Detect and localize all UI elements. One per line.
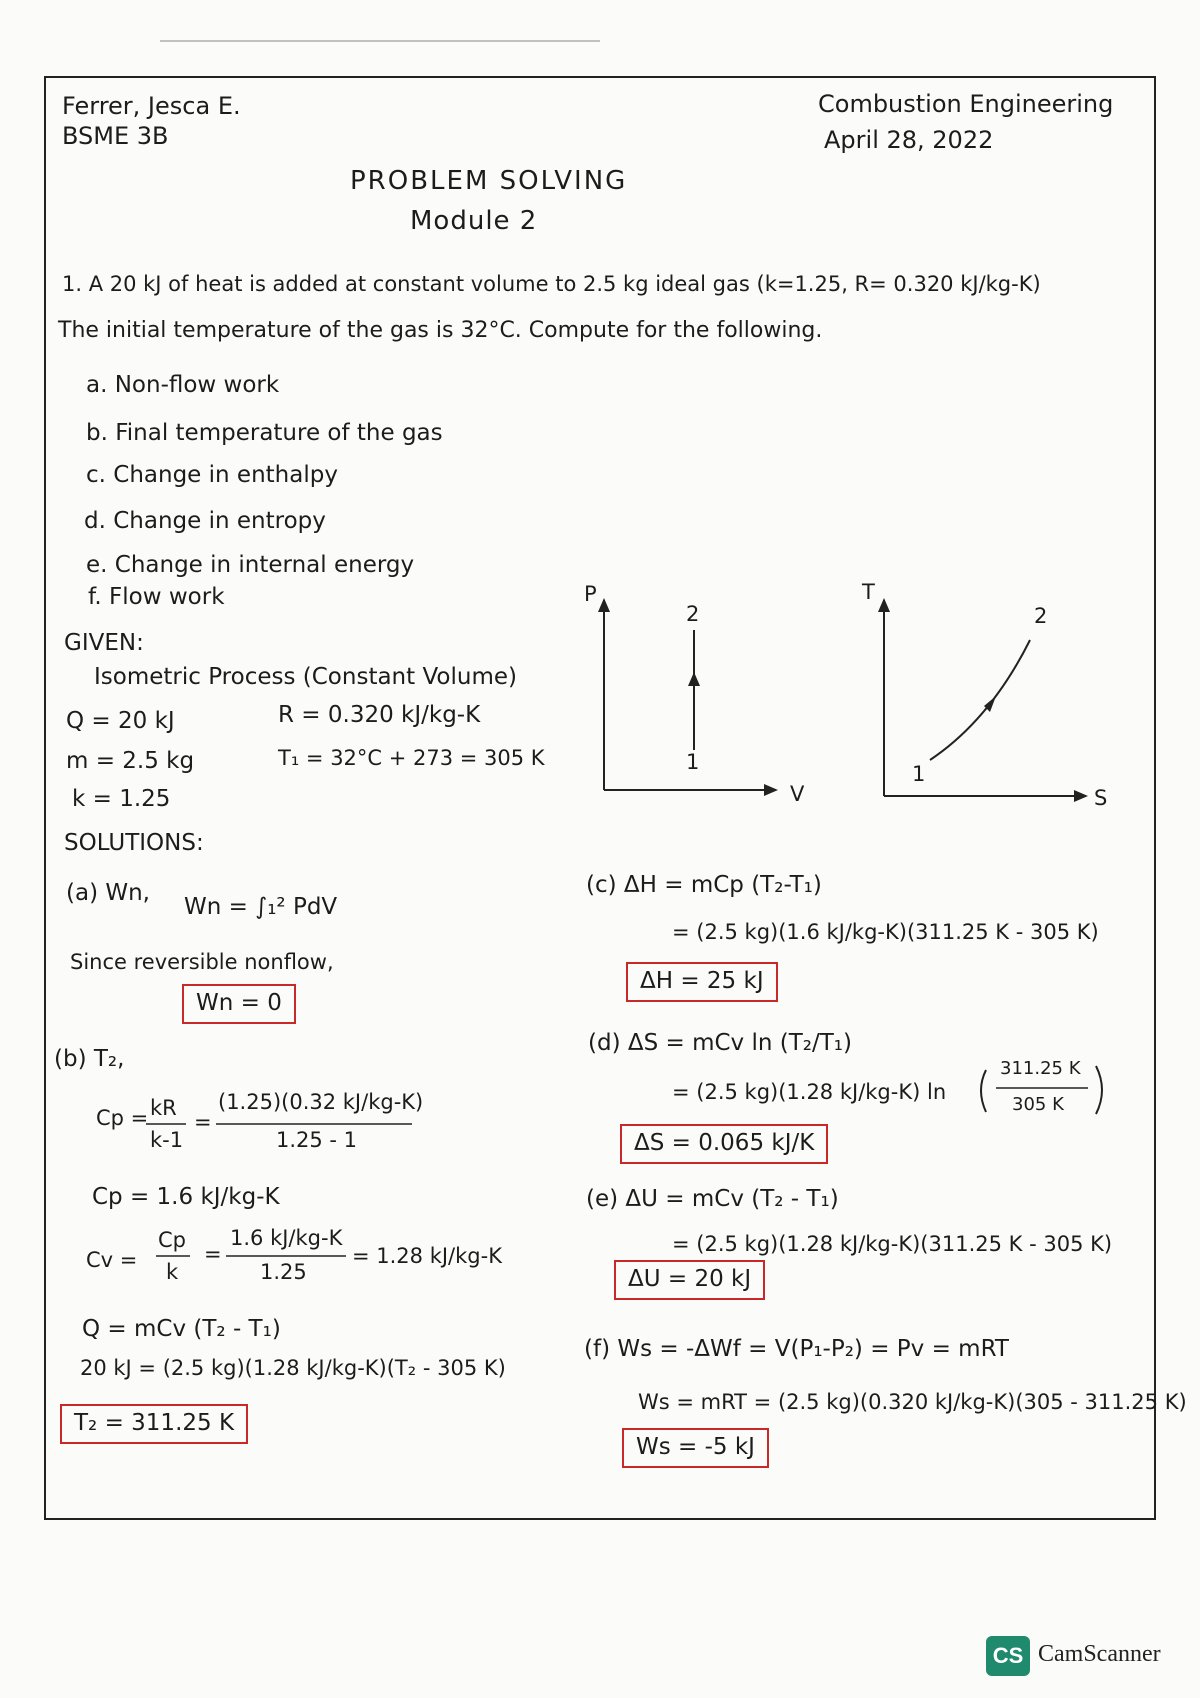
q-formula: Q = mCv (T₂ - T₁)	[82, 1316, 281, 1342]
problem-line-1: 1. A 20 kJ of heat is added at constant volume to 2.5 kg ideal gas (k=1.25, R= 0.320 kJ/kg-K)	[62, 272, 1041, 296]
cv-eq-sign: =	[204, 1242, 222, 1266]
solution-a-note: Since reversible nonflow,	[70, 950, 334, 974]
cp-eq-sign: =	[194, 1110, 212, 1134]
answer-c: ΔH = 25 kJ	[626, 962, 778, 1002]
solution-c-substitution: = (2.5 kg)(1.6 kJ/kg-K)(311.25 K - 305 K)	[672, 920, 1099, 944]
solution-c-formula: (c) ΔH = mCp (T₂-T₁)	[586, 872, 822, 898]
given-process: Isometric Process (Constant Volume)	[94, 664, 517, 690]
problem-item-f: f. Flow work	[88, 584, 225, 610]
answer-e: ΔU = 20 kJ	[614, 1260, 765, 1300]
problem-item-e: e. Change in internal energy	[86, 552, 415, 578]
pv-process-arrow-icon	[688, 672, 700, 686]
given-r: R = 0.320 kJ/kg-K	[278, 702, 481, 728]
d-ln-left-paren	[981, 1070, 986, 1112]
solution-d-substitution: = (2.5 kg)(1.28 kJ/kg-K) ln	[672, 1080, 947, 1104]
solution-a-label: (a) Wn,	[66, 880, 150, 906]
cv-num: 1.6 kJ/kg-K	[230, 1226, 343, 1250]
solution-d-formula: (d) ΔS = mCv ln (T₂/T₁)	[588, 1030, 852, 1056]
solutions-heading: SOLUTIONS:	[64, 830, 204, 856]
solution-b-label: (b) T₂,	[54, 1046, 125, 1072]
answer-a: Wn = 0	[182, 984, 296, 1024]
d-frac-num: 311.25 K	[1000, 1058, 1081, 1079]
cv-den: 1.25	[260, 1260, 307, 1284]
problem-item-b: b. Final temperature of the gas	[86, 420, 443, 446]
pv-x-label: V	[790, 782, 805, 806]
ts-y-label: T	[862, 580, 875, 604]
ts-y-arrow-icon	[878, 598, 890, 612]
pv-point-2: 2	[686, 602, 700, 626]
pv-y-label: P	[584, 582, 597, 606]
solution-f-substitution: Ws = mRT = (2.5 kg)(0.320 kJ/kg-K)(305 - 311.25 K)	[638, 1390, 1187, 1414]
page-title: PROBLEM SOLVING	[350, 166, 628, 196]
q-substitution: 20 kJ = (2.5 kg)(1.28 kJ/kg-K)(T₂ - 305 K)	[80, 1356, 506, 1380]
d-frac-den: 305 K	[1012, 1094, 1064, 1115]
student-name: Ferrer, Jesca E.	[62, 92, 241, 120]
ts-x-arrow-icon	[1074, 790, 1088, 802]
solution-a-formula: Wn = ∫₁² PdV	[184, 894, 338, 920]
problem-line-2: The initial temperature of the gas is 32°C. Compute for the following.	[58, 318, 823, 343]
ts-x-label: S	[1094, 786, 1108, 810]
cp-frac-num: kR	[150, 1096, 177, 1120]
solution-f-formula: (f) Ws = -ΔWf = V(P₁-P₂) = Pv = mRT	[584, 1336, 1009, 1362]
cv-frac-den: k	[166, 1260, 179, 1284]
cp-num: (1.25)(0.32 kJ/kg-K)	[218, 1090, 424, 1114]
given-t1: T₁ = 32°C + 273 = 305 K	[278, 746, 545, 770]
module-label: Module 2	[410, 206, 538, 236]
course-name: Combustion Engineering	[818, 90, 1114, 118]
cv-frac-num: Cp	[158, 1228, 186, 1252]
ts-process-curve	[930, 640, 1030, 760]
problem-item-a: a. Non-flow work	[86, 372, 280, 398]
cp-lhs: Cp =	[96, 1106, 149, 1130]
ts-point-2: 2	[1034, 604, 1048, 628]
ts-diagram	[878, 598, 1088, 802]
problem-item-d: d. Change in entropy	[84, 508, 326, 534]
pv-y-arrow-icon	[598, 598, 610, 612]
answer-d: ΔS = 0.065 kJ/K	[620, 1124, 828, 1164]
given-k: k = 1.25	[72, 786, 171, 812]
cp-frac-den: k-1	[150, 1128, 184, 1152]
camscanner-watermark: CamScanner	[1038, 1641, 1161, 1667]
given-heading: GIVEN:	[64, 630, 144, 656]
ts-point-1: 1	[912, 762, 926, 786]
given-m: m = 2.5 kg	[66, 748, 195, 774]
pv-point-1: 1	[686, 750, 700, 774]
cv-result: = 1.28 kJ/kg-K	[352, 1244, 502, 1268]
cv-lhs: Cv =	[86, 1248, 138, 1272]
solution-e-substitution: = (2.5 kg)(1.28 kJ/kg-K)(311.25 K - 305 K)	[672, 1232, 1113, 1256]
problem-item-c: c. Change in enthalpy	[86, 462, 338, 488]
pv-x-arrow-icon	[764, 784, 778, 796]
solution-e-formula: (e) ΔU = mCv (T₂ - T₁)	[586, 1186, 839, 1212]
camscanner-logo-icon: CS	[986, 1636, 1030, 1676]
cp-den: 1.25 - 1	[276, 1128, 358, 1152]
d-ln-right-paren	[1096, 1066, 1102, 1114]
date: April 28, 2022	[824, 126, 994, 154]
student-section: BSME 3B	[62, 122, 169, 150]
answer-f: Ws = -5 kJ	[622, 1428, 769, 1468]
answer-b: T₂ = 311.25 K	[60, 1404, 248, 1444]
cp-result: Cp = 1.6 kJ/kg-K	[92, 1184, 280, 1210]
given-q: Q = 20 kJ	[66, 708, 175, 734]
